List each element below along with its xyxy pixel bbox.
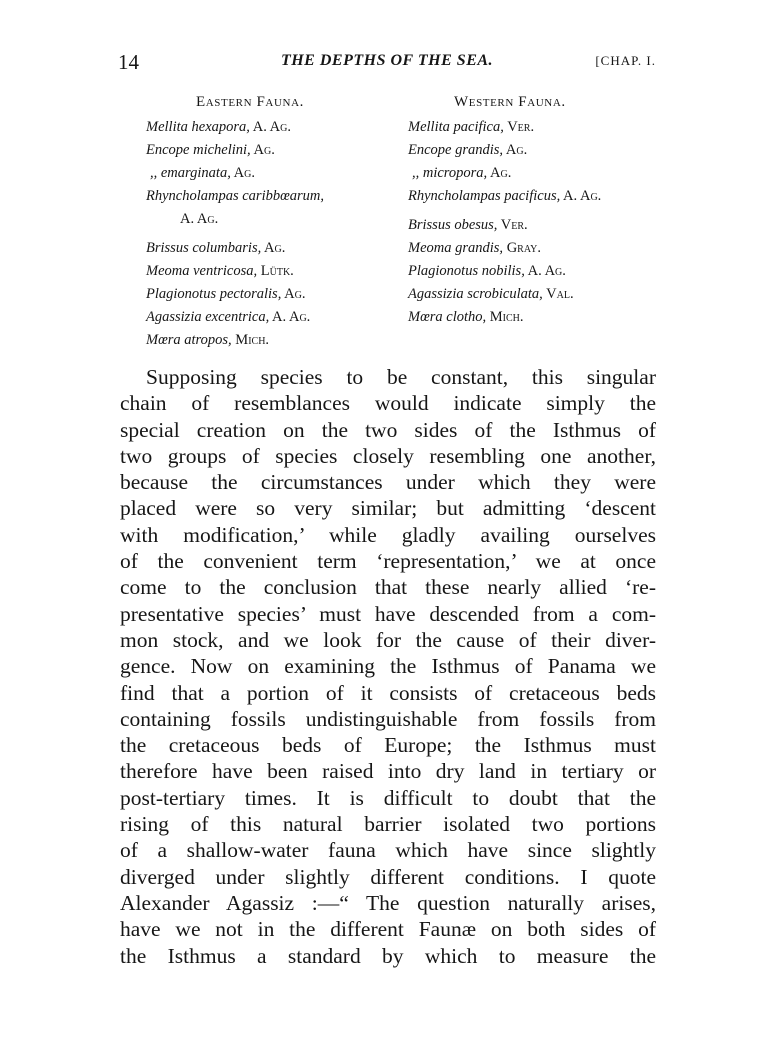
species-name: Meoma ventricosa, — [146, 263, 258, 279]
eastern-fauna-row — [146, 329, 408, 352]
eastern-fauna-heading: Eastern Fauna. — [196, 94, 304, 110]
species-author: A. Ag. — [180, 211, 219, 227]
page-number: 14 — [118, 50, 139, 74]
species-author: Val. — [542, 286, 574, 302]
western-fauna-row — [408, 116, 670, 139]
species-name: Plagionotus pectoralis, — [146, 286, 282, 302]
eastern-fauna-row — [146, 306, 408, 329]
body-line: gence. Now on examining the Isthmus of Panama we — [120, 654, 656, 679]
species-author: Ag. — [281, 286, 306, 302]
body-line: of the convenient term ‘representation,’ we at once — [120, 549, 656, 574]
body-line: placed were so very similar; but admitting ‘descent — [120, 496, 656, 521]
eastern-fauna-row — [146, 208, 408, 231]
species-author: A. Ag. — [524, 263, 566, 279]
body-line: two groups of species closely resembling one another, — [120, 443, 656, 468]
western-fauna-row — [408, 185, 670, 208]
western-fauna-row — [408, 139, 670, 162]
body-line: special creation on the two sides of the Isthmus of — [120, 417, 656, 442]
species-name: Agassizia excentrica, — [146, 309, 270, 325]
body-line: have we not in the different Faunæ on both sides of — [120, 917, 656, 942]
western-fauna-row — [408, 306, 670, 329]
body-line: come to the conclusion that these nearly allied ‘re- — [120, 575, 656, 600]
body-line: post-tertiary times. It is difficult to doubt that the — [120, 785, 656, 810]
species-name: Brissus obesus, — [408, 217, 498, 233]
species-author: Mich. — [486, 309, 524, 325]
species-name: Encope grandis, — [408, 142, 504, 158]
species-author: A. Ag. — [249, 119, 291, 135]
eastern-fauna-column — [146, 92, 408, 352]
species-author: Ag. — [487, 165, 512, 181]
western-fauna-row — [408, 237, 670, 260]
body-line: containing fossils undistinguishable from fossils from — [120, 706, 656, 731]
species-name: Brissus columbaris, — [146, 240, 262, 256]
body-line: Alexander Agassiz :—“ The question naturally arises, — [120, 890, 656, 915]
body-line: therefore have been raised into dry land in tertiary or — [120, 759, 656, 784]
running-head — [118, 50, 656, 74]
species-name: Agassizia scrobiculata, — [408, 286, 543, 302]
body-line: because the circumstances under which they were — [120, 470, 656, 495]
species-name: Mœra atropos, — [146, 332, 232, 348]
eastern-fauna-row — [146, 185, 408, 208]
eastern-fauna-row — [146, 139, 408, 162]
body-line: presentative species’ must have descended from a com- — [120, 601, 656, 626]
species-author: Lütk. — [257, 263, 294, 279]
species-name: Encope michelini, — [146, 142, 251, 158]
species-name: Mellita hexapora, — [146, 119, 250, 135]
species-author: Ag. — [503, 142, 528, 158]
species-author: Ag. — [250, 142, 275, 158]
species-author: Ag. — [230, 165, 255, 181]
chapter-label: [CHAP. I. — [595, 53, 656, 68]
body-line: with modification,’ while gladly availing ourselves — [120, 522, 656, 547]
body-paragraph — [120, 364, 656, 969]
species-name: Mœra clotho, — [408, 309, 487, 325]
species-author: A. Ag. — [269, 309, 311, 325]
body-line: the cretaceous beds of Europe; the Isthmus must — [120, 733, 656, 758]
species-name: Mellita pacifica, — [408, 119, 504, 135]
western-fauna-list — [408, 116, 670, 329]
species-author: Ver. — [497, 217, 528, 233]
species-author: A. Ag. — [560, 188, 602, 204]
body-line: of a shallow-water fauna which have since slightly — [120, 838, 656, 863]
species-name: ,, emarginata, — [150, 165, 231, 181]
western-fauna-heading: Western Fauna. — [454, 94, 566, 110]
species-name: ,, micropora, — [412, 165, 488, 181]
species-author: Ver. — [503, 119, 535, 135]
running-title: THE DEPTHS OF THE SEA. — [280, 52, 494, 69]
body-line: mon stock, and we look for the cause of their diver- — [120, 627, 656, 652]
species-name: Rhyncholampas pacificus, — [408, 188, 561, 204]
eastern-fauna-row — [146, 283, 408, 306]
body-line: the Isthmus a standard by which to measure the — [120, 943, 656, 968]
species-name: Rhyncholampas caribbœarum, — [146, 188, 325, 204]
western-fauna-row — [408, 214, 670, 237]
eastern-fauna-row — [146, 162, 408, 185]
eastern-fauna-list — [146, 116, 408, 352]
eastern-fauna-row — [146, 116, 408, 139]
body-line: Supposing species to be constant, this singular — [146, 365, 656, 389]
eastern-fauna-row — [146, 260, 408, 283]
species-author: Gray. — [503, 240, 541, 256]
body-line: diverged under slightly different conditions. I quote — [120, 864, 656, 889]
western-fauna-row — [408, 260, 670, 283]
body-line: chain of resemblances would indicate simply the — [120, 391, 656, 416]
species-author: Ag. — [261, 240, 286, 256]
western-fauna-column — [408, 92, 670, 329]
western-fauna-row — [408, 283, 670, 306]
species-name: Plagionotus nobilis, — [408, 263, 525, 279]
species-author: Mich. — [231, 332, 270, 348]
western-fauna-row — [408, 162, 670, 185]
body-line: find that a portion of it consists of cretaceous beds — [120, 680, 656, 705]
body-line: rising of this natural barrier isolated two portions — [120, 812, 656, 837]
species-name: Meoma grandis, — [408, 240, 504, 256]
eastern-fauna-row — [146, 237, 408, 260]
